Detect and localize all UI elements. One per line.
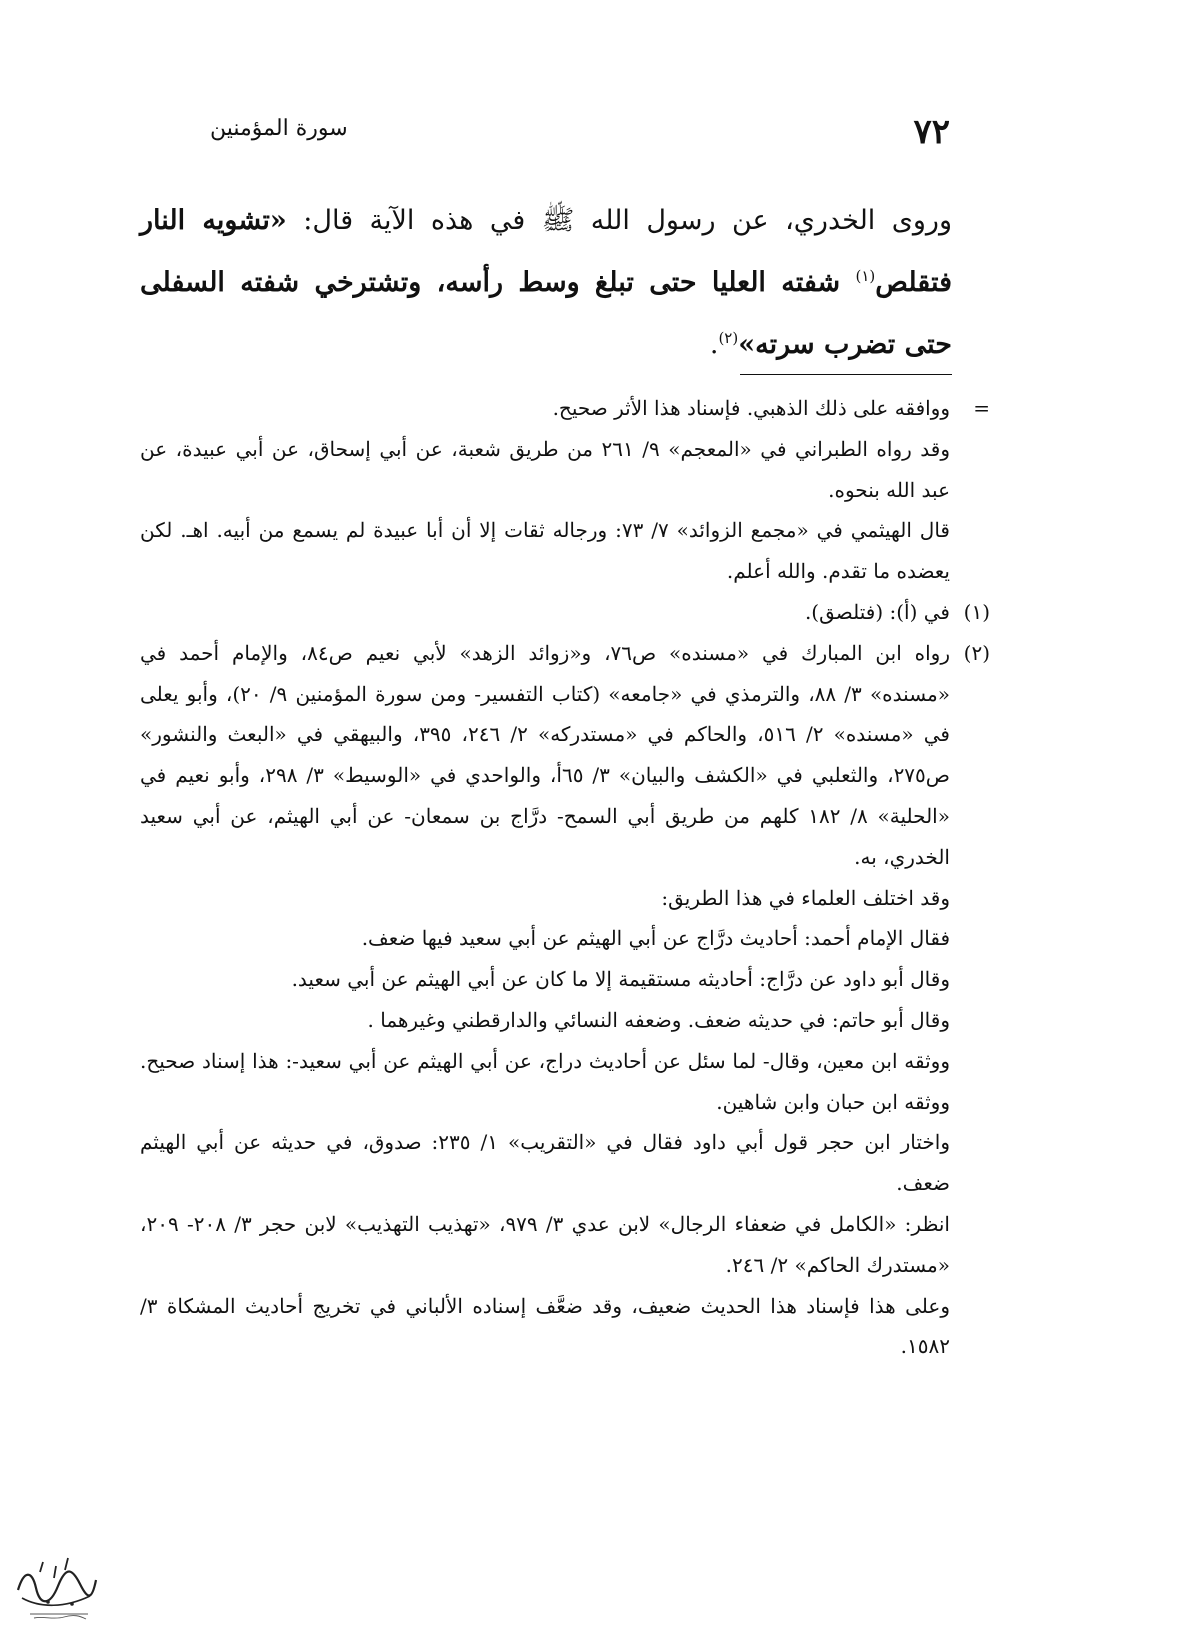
footnotes <box>140 388 990 1367</box>
watermark-logo <box>10 1550 100 1625</box>
main-text <box>140 190 952 376</box>
footnote-paragraph: رواه ابن المبارك في «مسنده» ص٧٦، و«زوائد الزهد» لأبي نعيم ص٨٤، والإمام أحمد في «مسنده» ٣/ ٨٨، والترمذي في «جامعه» (كتاب التفسير- ومن سورة المؤمنين ٩/ ٢٠)، وأبو يعلى في «مسنده» ٢/ ٥١٦، والحاكم في «مستدركه» ٢/ ٢٤٦، ٣٩٥، والبيهقي في «البعث والنشور» ص٢٧٥، والثعلبي في «الكشف والبيان» ٣/ ٦٥أ، والواحدي في «الوسيط» ٣/ ٢٩٨، وأبو نعيم في «الحلية» ٨/ ١٨٢ كلهم من طريق أبي السمح- درَّاج بن سمعان- عن أبي الهيثم، عن أبي سعيد الخدري، به. <box>140 640 950 869</box>
end-punctuation: . <box>709 329 719 360</box>
page-number: ٧٢ <box>913 112 950 152</box>
footnote-paragraph: وقال أبو حاتم: في حديثه ضعف. وضعفه النسائي والدارقطني وغيرهما . <box>367 1007 950 1032</box>
continuation-mark: = <box>973 396 990 420</box>
footnote-continuation <box>140 388 990 592</box>
running-title: سورة المؤمنين <box>210 116 348 141</box>
page-header <box>210 112 950 156</box>
footnote-2 <box>140 633 990 1367</box>
footnote-paragraph: وقال أبو داود عن درَّاج: أحاديثه مستقيمة إلا ما كان عن أبي الهيثم عن أبي سعيد. <box>291 967 950 992</box>
hadith-part-2: شفته العليا حتى تبلغ وسط رأسه، وتشترخي شفته السفلى حتى تضرب سرته» <box>140 267 952 360</box>
footnote-paragraph: قال الهيثمي في «مجمع الزوائد» ٧/ ٧٣: ورجاله ثقات إلا أن أبا عبيدة لم يسمع من أبيه. اهـ. لكن يعضده ما تقدم. والله أعلم. <box>140 518 950 584</box>
footnote-paragraph: واختار ابن حجر قول أبي داود فقال في «التقريب» ١/ ٢٣٥: صدوق، في حديثه عن أبي الهيثم ضعف. <box>140 1130 950 1196</box>
footnote-2-mark: (٢) <box>963 640 990 665</box>
footnote-ref-1[interactable]: (١) <box>855 267 876 285</box>
footnote-paragraph: فقال الإمام أحمد: أحاديث درَّاج عن أبي الهيثم عن أبي سعيد فيها ضعف. <box>361 926 950 951</box>
footnote-paragraph: وقد رواه الطبراني في «المعجم» ٩/ ٢٦١ من طريق شعبة، عن أبي إسحاق، عن أبي عبيدة، عن عبد الله بنحوه. <box>140 436 950 502</box>
footnote-paragraph: ووافقه على ذلك الذهبي. فإسناد هذا الأثر صحيح. <box>552 396 950 420</box>
footnote-paragraph: انظر: «الكامل في ضعفاء الرجال» لابن عدي ٣/ ٩٧٩، «تهذيب التهذيب» لابن حجر ٣/ ٢٠٨- ٢٠٩، «مستدرك الحاكم» ٢/ ٢٤٦. <box>140 1211 950 1277</box>
hadith-part-1: «تشويه النار فتقلص <box>140 205 952 298</box>
footnote-separator <box>740 374 952 375</box>
footnote-paragraph: وعلى هذا فإسناد هذا الحديث ضعيف، وقد ضعَّف إسناده الألباني في تخريج أحاديث المشكاة ٣/ ١٥٨٢. <box>140 1293 950 1359</box>
footnote-paragraph: في (أ): (فتلصق). <box>804 599 950 624</box>
continuation-body <box>140 388 950 592</box>
main-intro: وروى الخدري، عن رسول الله ﷺ في هذه الآية قال: <box>286 205 952 236</box>
footnote-1 <box>140 592 990 633</box>
footnote-paragraph: وقد اختلف العلماء في هذا الطريق: <box>661 885 950 910</box>
footnote-1-mark: (١) <box>963 599 990 624</box>
footnote-2-body <box>140 633 950 1367</box>
footnote-1-body <box>140 592 950 633</box>
footnote-paragraph: ووثقه ابن معين، وقال- لما سئل عن أحاديث دراج، عن أبي الهيثم عن أبي سعيد-: هذا إسناد صحيح. ووثقه ابن حبان وابن شاهين. <box>140 1048 950 1114</box>
footnote-ref-2[interactable]: (٢) <box>718 329 739 347</box>
